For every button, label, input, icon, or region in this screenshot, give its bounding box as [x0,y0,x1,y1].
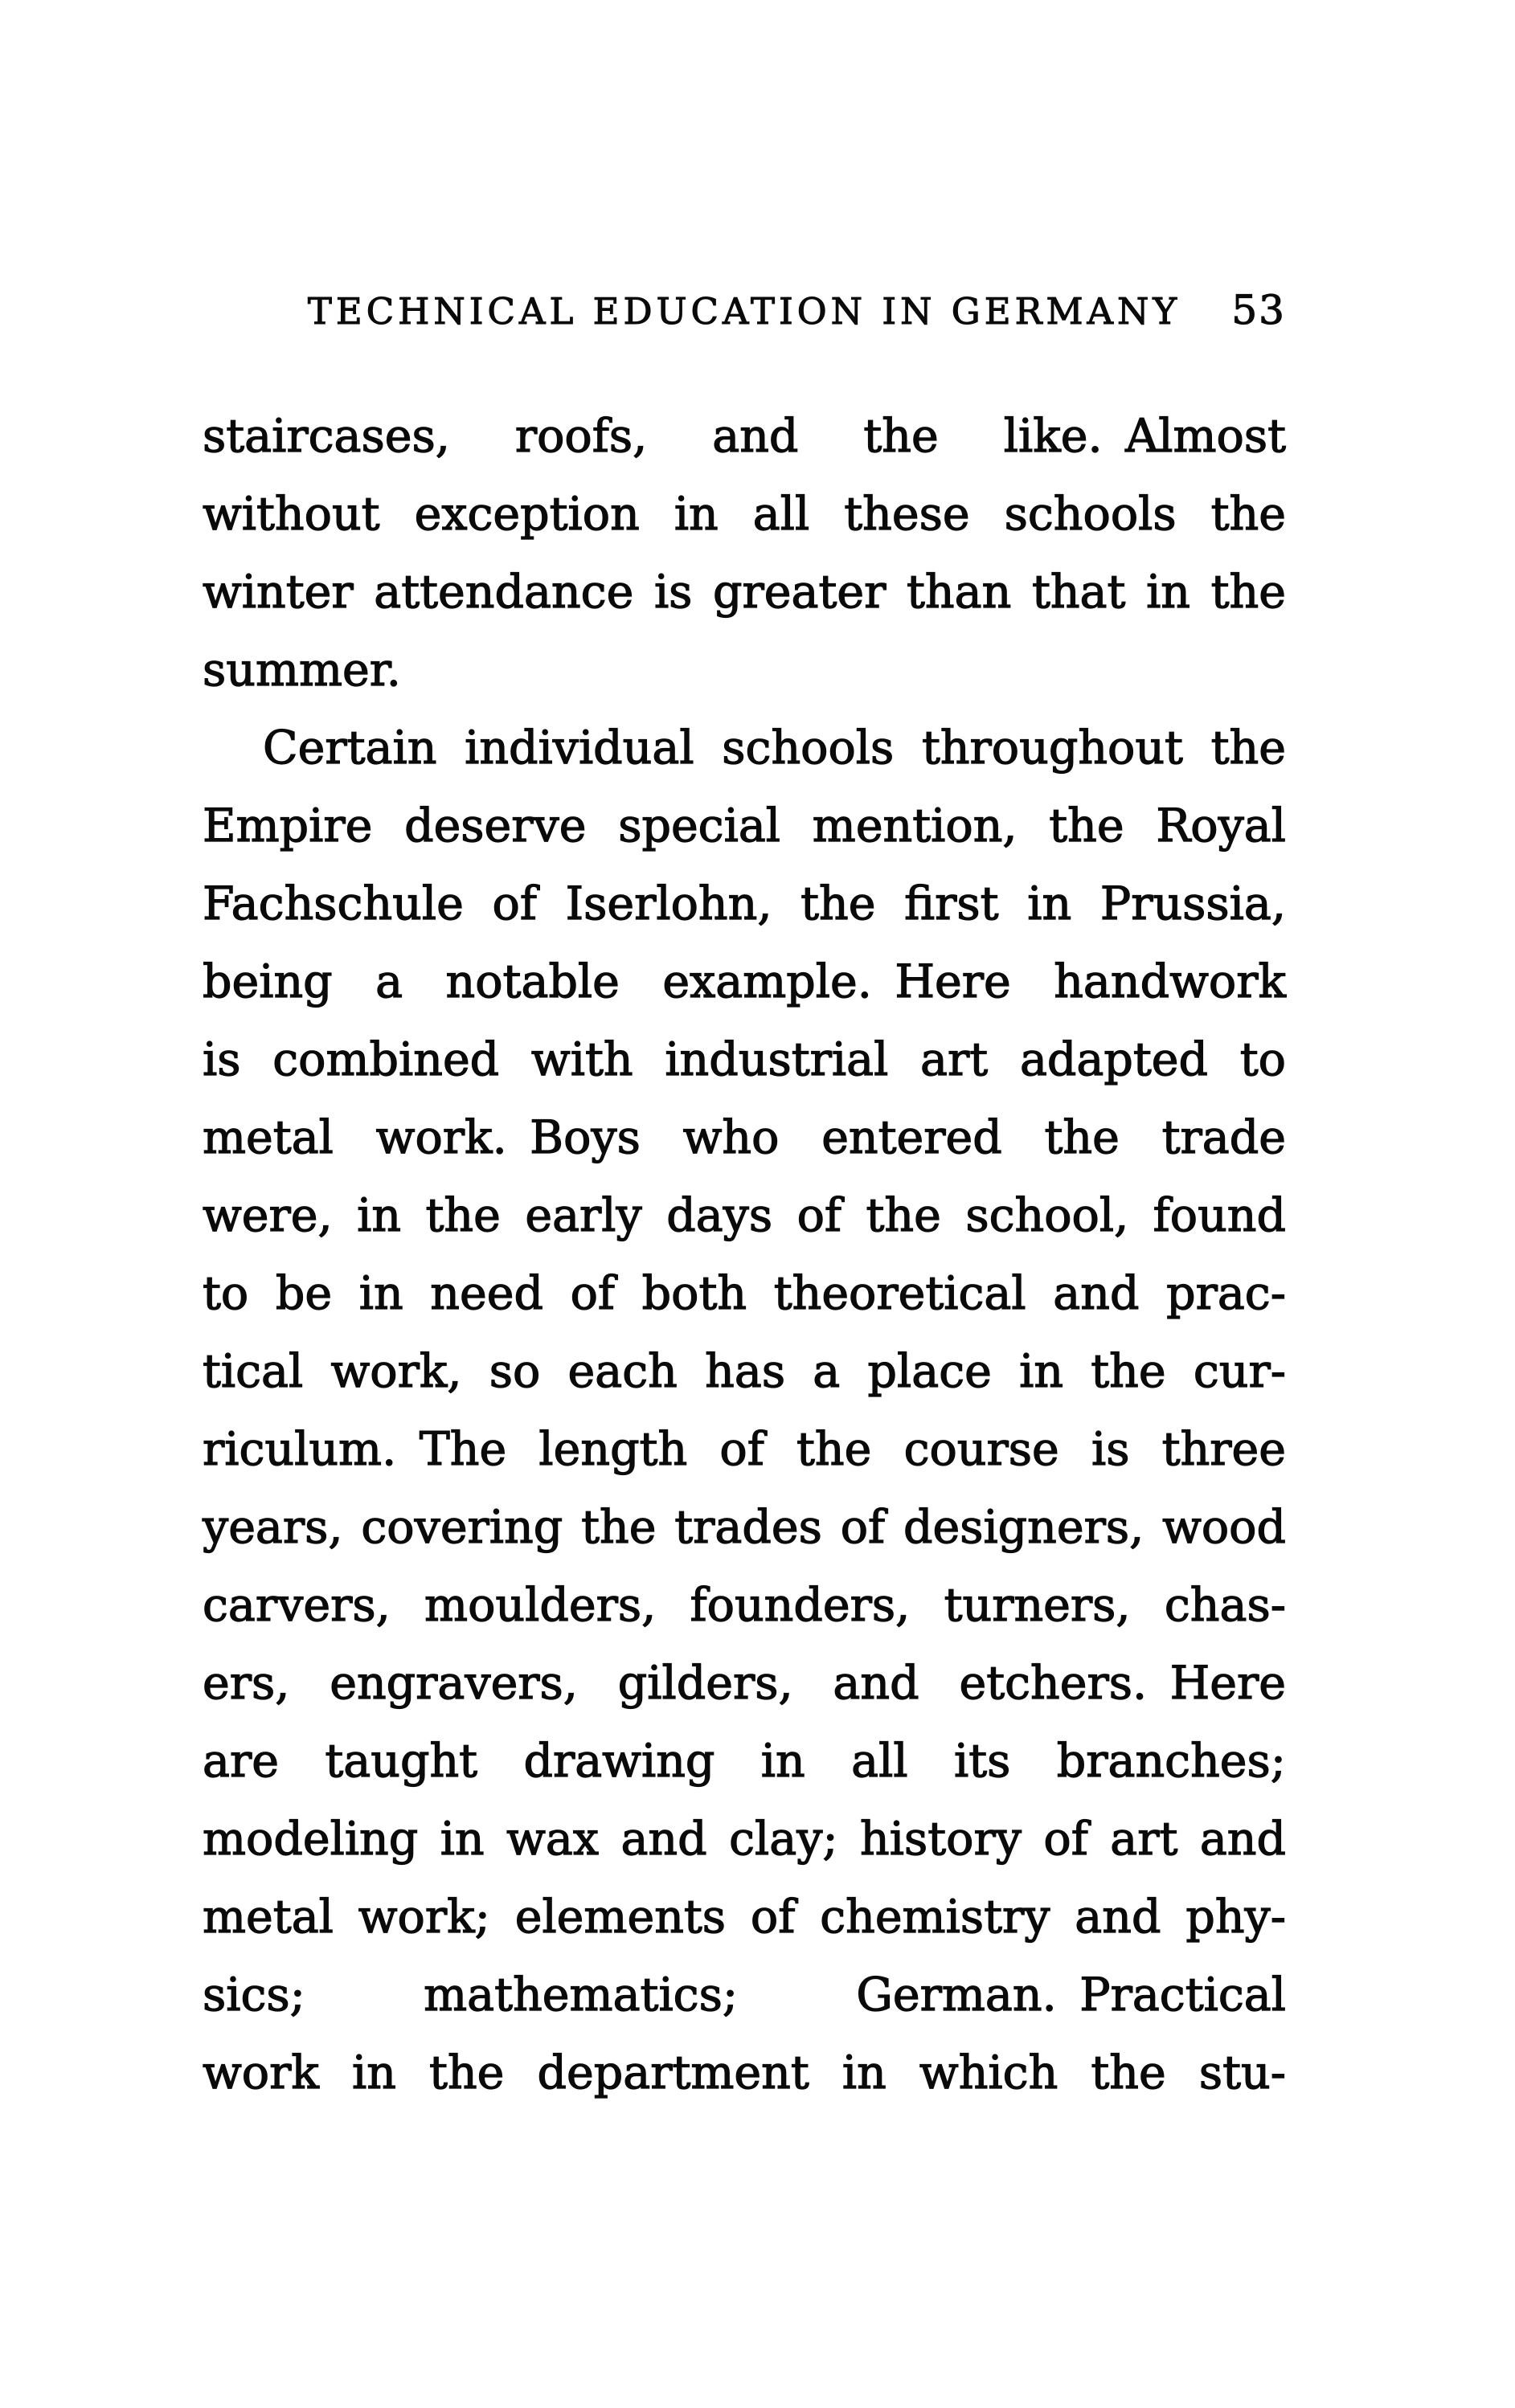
text-line: riculum. The length of the course is three [203,1423,1286,1476]
page-header [203,288,1286,336]
text-line: is combined with industrial art adapted to [203,1033,1286,1086]
text-line: being a notable example. Here handwork [203,955,1286,1008]
running-title: TECHNICAL EDUCATION IN GERMANY [307,290,1181,333]
text-line: metal work. Boys who entered the trade [203,1111,1286,1164]
text-line: carvers, moulders, founders, turners, chas- [203,1579,1286,1632]
text-line: Empire deserve special mention, the Royal [203,799,1286,852]
text-line: sics; mathematics; German. Practical [203,1969,1286,2022]
text-line: ers, engravers, gilders, and etchers. Here [203,1657,1286,1710]
text-line: were, in the early days of the school, found [203,1189,1286,1242]
text-line: summer. [203,644,401,697]
text-line: without exception in all these schools the [203,488,1286,541]
text-line: to be in need of both theoretical and prac- [203,1267,1286,1320]
text-line: metal work; elements of chemistry and phy- [203,1891,1286,1944]
text-line: Certain individual schools throughout the [263,722,1286,775]
text-line: are taught drawing in all its branches; [203,1735,1286,1788]
text-line: work in the department in which the stu- [203,2046,1286,2099]
text-line: modeling in wax and clay; history of art and [203,1813,1286,1866]
page-number: 53 [1231,287,1286,333]
text-line: years, covering the trades of designers, wood [203,1501,1286,1554]
text-line: Fachschule of Iserlohn, the first in Prussia, [203,877,1286,930]
body-text [203,398,1286,2112]
text-line: tical work, so each has a place in the cur- [203,1345,1286,1398]
text-line: winter attendance is greater than that in the [203,566,1286,619]
text-line: staircases, roofs, and the like. Almost [203,410,1286,463]
